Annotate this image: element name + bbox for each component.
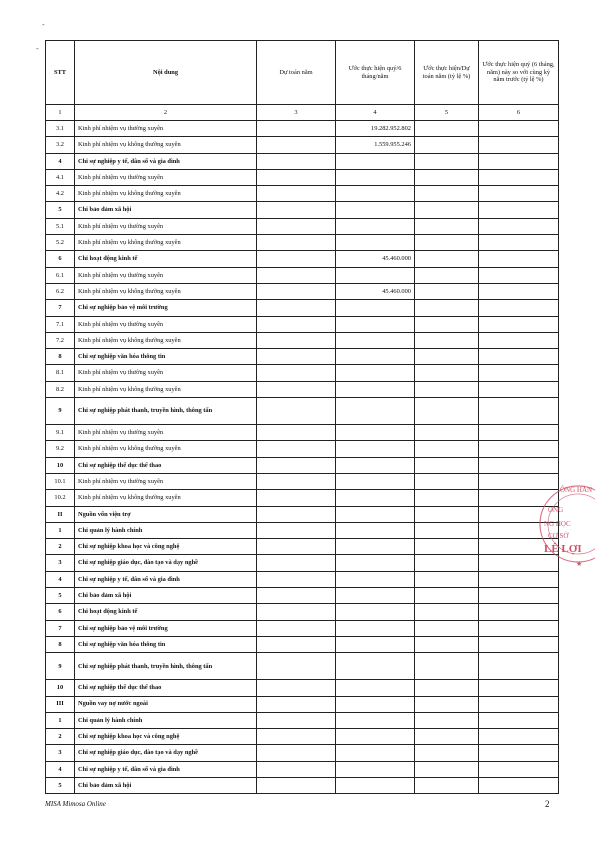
row-execution-ratio <box>415 653 479 680</box>
row-execution-ratio <box>415 398 479 425</box>
row-stt: 6 <box>46 251 75 267</box>
row-annual-estimate <box>257 153 336 169</box>
row-yoy-comparison <box>479 777 559 793</box>
row-execution-ratio <box>415 300 479 316</box>
row-content: Chi sự nghiệp thể dục thể thao <box>75 680 257 696</box>
row-content: Chi sự nghiệp thể dục thể thao <box>75 457 257 473</box>
row-yoy-comparison <box>479 653 559 680</box>
row-execution-ratio <box>415 441 479 457</box>
row-execution-ratio <box>415 473 479 489</box>
row-execution-ratio <box>415 153 479 169</box>
footer-software-name: MISA Mimosa Online <box>45 800 106 808</box>
row-yoy-comparison <box>479 267 559 283</box>
row-estimated-execution <box>336 169 415 185</box>
row-stt: 8 <box>46 349 75 365</box>
table-row <box>46 332 559 348</box>
row-estimated-execution <box>336 571 415 587</box>
row-annual-estimate <box>257 696 336 712</box>
row-estimated-execution <box>336 729 415 745</box>
row-annual-estimate <box>257 761 336 777</box>
row-estimated-execution <box>336 267 415 283</box>
table-row <box>46 696 559 712</box>
row-stt: 3.1 <box>46 121 75 137</box>
row-annual-estimate <box>257 712 336 728</box>
row-annual-estimate <box>257 332 336 348</box>
row-yoy-comparison <box>479 332 559 348</box>
table-row <box>46 251 559 267</box>
row-annual-estimate <box>257 365 336 381</box>
row-annual-estimate <box>257 381 336 397</box>
stamp-text: ★ <box>576 560 583 568</box>
row-content: Chi sự nghiệp văn hóa thông tin <box>75 349 257 365</box>
row-execution-ratio <box>415 680 479 696</box>
row-execution-ratio <box>415 186 479 202</box>
row-content: Chi quản lý hành chính <box>75 712 257 728</box>
row-yoy-comparison <box>479 620 559 636</box>
row-execution-ratio <box>415 121 479 137</box>
row-annual-estimate <box>257 604 336 620</box>
row-execution-ratio <box>415 729 479 745</box>
row-yoy-comparison <box>479 745 559 761</box>
row-stt: 8.2 <box>46 381 75 397</box>
row-annual-estimate <box>257 522 336 538</box>
row-yoy-comparison <box>479 712 559 728</box>
row-annual-estimate <box>257 441 336 457</box>
row-annual-estimate <box>257 169 336 185</box>
row-stt: 2 <box>46 539 75 555</box>
row-content: Chi sự nghiệp giáo dục, đào tạo và dạy nghề <box>75 555 257 571</box>
table-row <box>46 604 559 620</box>
table-row <box>46 712 559 728</box>
row-yoy-comparison <box>479 235 559 251</box>
header-estimated-execution: Ước thực hiện quý/6 tháng/năm <box>336 41 415 105</box>
row-estimated-execution <box>336 680 415 696</box>
row-content: Nguồn vay nợ nước ngoài <box>75 696 257 712</box>
table-row <box>46 202 559 218</box>
row-content: Kinh phí nhiệm vụ thường xuyên <box>75 218 257 234</box>
row-estimated-execution: 19.282.952.802 <box>336 121 415 137</box>
column-number: 3 <box>257 105 336 121</box>
row-content: Chi sự nghiệp giáo dục, đào tạo và dạy nghề <box>75 745 257 761</box>
table-row <box>46 636 559 652</box>
row-content: Kinh phí nhiệm vụ thường xuyên <box>75 473 257 489</box>
row-estimated-execution <box>336 202 415 218</box>
row-stt: 3.2 <box>46 137 75 153</box>
row-stt: 7 <box>46 620 75 636</box>
row-stt: 4 <box>46 571 75 587</box>
row-yoy-comparison <box>479 457 559 473</box>
header-content: Nội dung <box>75 41 257 105</box>
column-number: 4 <box>336 105 415 121</box>
row-estimated-execution <box>336 588 415 604</box>
row-estimated-execution <box>336 696 415 712</box>
row-yoy-comparison <box>479 137 559 153</box>
row-estimated-execution: 45.460.000 <box>336 251 415 267</box>
row-estimated-execution: 1.559.955.246 <box>336 137 415 153</box>
row-annual-estimate <box>257 745 336 761</box>
table-row <box>46 121 559 137</box>
row-execution-ratio <box>415 267 479 283</box>
table-row <box>46 441 559 457</box>
row-yoy-comparison <box>479 680 559 696</box>
row-stt: 6.1 <box>46 267 75 283</box>
table-row <box>46 267 559 283</box>
row-annual-estimate <box>257 490 336 506</box>
row-annual-estimate <box>257 636 336 652</box>
row-yoy-comparison <box>479 169 559 185</box>
table-row <box>46 316 559 332</box>
row-execution-ratio <box>415 365 479 381</box>
row-annual-estimate <box>257 473 336 489</box>
row-estimated-execution <box>336 636 415 652</box>
row-estimated-execution <box>336 761 415 777</box>
row-estimated-execution <box>336 457 415 473</box>
row-yoy-comparison <box>479 365 559 381</box>
header-yoy-comparison: Ước thực hiện quý (6 tháng, năm) này so với cùng kỳ năm trước (tỷ lệ %) <box>479 41 559 105</box>
row-content: Chi bảo đảm xã hội <box>75 202 257 218</box>
row-estimated-execution <box>336 235 415 251</box>
row-execution-ratio <box>415 777 479 793</box>
row-execution-ratio <box>415 218 479 234</box>
row-content: Kinh phí nhiệm vụ không thường xuyên <box>75 441 257 457</box>
table-row <box>46 729 559 745</box>
row-annual-estimate <box>257 571 336 587</box>
table-row <box>46 381 559 397</box>
row-stt: 2 <box>46 729 75 745</box>
row-content: Chi sự nghiệp phát thanh, truyền hình, thông tấn <box>75 653 257 680</box>
row-content: Kinh phí nhiệm vụ không thường xuyên <box>75 490 257 506</box>
row-content: Chi sự nghiệp khoa học và công nghệ <box>75 729 257 745</box>
table-row <box>46 153 559 169</box>
row-execution-ratio <box>415 571 479 587</box>
row-estimated-execution <box>336 653 415 680</box>
row-execution-ratio <box>415 712 479 728</box>
table-row <box>46 653 559 680</box>
row-estimated-execution <box>336 555 415 571</box>
row-content: Chi sự nghiệp khoa học và công nghệ <box>75 539 257 555</box>
row-annual-estimate <box>257 235 336 251</box>
row-execution-ratio <box>415 283 479 299</box>
header-annual-estimate: Dự toán năm <box>257 41 336 105</box>
row-annual-estimate <box>257 539 336 555</box>
table-row <box>46 745 559 761</box>
row-estimated-execution <box>336 522 415 538</box>
row-execution-ratio <box>415 620 479 636</box>
table-header-row <box>46 41 559 105</box>
table-row <box>46 522 559 538</box>
row-estimated-execution <box>336 441 415 457</box>
row-yoy-comparison <box>479 186 559 202</box>
row-content: Chi bảo đảm xã hội <box>75 588 257 604</box>
row-content: Kinh phí nhiệm vụ thường xuyên <box>75 121 257 137</box>
row-annual-estimate <box>257 457 336 473</box>
row-content: Chi hoạt động kinh tế <box>75 604 257 620</box>
row-stt: 5.2 <box>46 235 75 251</box>
row-yoy-comparison <box>479 218 559 234</box>
row-annual-estimate <box>257 425 336 441</box>
row-stt: 5 <box>46 588 75 604</box>
row-estimated-execution: 45.460.000 <box>336 283 415 299</box>
row-content: Kinh phí nhiệm vụ không thường xuyên <box>75 235 257 251</box>
column-number: 6 <box>479 105 559 121</box>
table-row <box>46 539 559 555</box>
row-yoy-comparison <box>479 316 559 332</box>
row-stt: II <box>46 506 75 522</box>
row-execution-ratio <box>415 332 479 348</box>
stamp-text: ONG <box>548 506 564 514</box>
row-execution-ratio <box>415 235 479 251</box>
table-row <box>46 777 559 793</box>
row-content: Chi hoạt động kinh tế <box>75 251 257 267</box>
row-yoy-comparison <box>479 696 559 712</box>
row-execution-ratio <box>415 588 479 604</box>
row-stt: 7.1 <box>46 316 75 332</box>
row-execution-ratio <box>415 425 479 441</box>
row-yoy-comparison <box>479 398 559 425</box>
stamp-text: LÊ LỢI <box>544 543 582 555</box>
row-annual-estimate <box>257 777 336 793</box>
row-content: Chi quản lý hành chính <box>75 522 257 538</box>
row-annual-estimate <box>257 267 336 283</box>
header-execution-ratio: Ước thực hiện/Dự toán năm (tỷ lệ %) <box>415 41 479 105</box>
row-yoy-comparison <box>479 425 559 441</box>
row-annual-estimate <box>257 251 336 267</box>
row-yoy-comparison <box>479 202 559 218</box>
row-estimated-execution <box>336 381 415 397</box>
row-execution-ratio <box>415 490 479 506</box>
table-row <box>46 365 559 381</box>
page-number: 2 <box>545 799 550 809</box>
table-row <box>46 186 559 202</box>
row-stt: 10.2 <box>46 490 75 506</box>
row-estimated-execution <box>336 425 415 441</box>
row-execution-ratio <box>415 202 479 218</box>
row-stt: 6 <box>46 604 75 620</box>
row-yoy-comparison <box>479 153 559 169</box>
row-execution-ratio <box>415 604 479 620</box>
row-annual-estimate <box>257 653 336 680</box>
row-content: Kinh phí nhiệm vụ không thường xuyên <box>75 186 257 202</box>
row-execution-ratio <box>415 457 479 473</box>
row-annual-estimate <box>257 729 336 745</box>
table-row <box>46 680 559 696</box>
row-execution-ratio <box>415 636 479 652</box>
stamp-text: ÔNG HÀN <box>560 486 593 494</box>
row-estimated-execution <box>336 349 415 365</box>
row-execution-ratio <box>415 506 479 522</box>
row-execution-ratio <box>415 137 479 153</box>
row-estimated-execution <box>336 186 415 202</box>
row-stt: 10.1 <box>46 473 75 489</box>
table-row <box>46 457 559 473</box>
row-content: Chi sự nghiệp văn hóa thông tin <box>75 636 257 652</box>
row-content: Chi sự nghiệp phát thanh, truyền hình, thông tấn <box>75 398 257 425</box>
row-content: Kinh phí nhiệm vụ thường xuyên <box>75 365 257 381</box>
row-annual-estimate <box>257 186 336 202</box>
table-row <box>46 218 559 234</box>
row-stt: 4 <box>46 761 75 777</box>
row-estimated-execution <box>336 777 415 793</box>
row-execution-ratio <box>415 555 479 571</box>
scan-mark: - <box>42 20 45 29</box>
row-estimated-execution <box>336 153 415 169</box>
header-stt: STT <box>46 41 75 105</box>
row-stt: 9 <box>46 398 75 425</box>
row-yoy-comparison <box>479 729 559 745</box>
column-number-row <box>46 105 559 121</box>
table-row <box>46 235 559 251</box>
table-row <box>46 398 559 425</box>
row-content: Chi sự nghiệp y tế, dân số và gia đình <box>75 761 257 777</box>
row-estimated-execution <box>336 316 415 332</box>
row-annual-estimate <box>257 121 336 137</box>
row-estimated-execution <box>336 620 415 636</box>
row-execution-ratio <box>415 522 479 538</box>
row-stt: 5 <box>46 777 75 793</box>
row-yoy-comparison <box>479 761 559 777</box>
row-execution-ratio <box>415 761 479 777</box>
table-row <box>46 761 559 777</box>
row-stt: 9 <box>46 653 75 680</box>
table-row <box>46 425 559 441</box>
row-content: Kinh phí nhiệm vụ thường xuyên <box>75 425 257 441</box>
row-stt: 9.1 <box>46 425 75 441</box>
row-annual-estimate <box>257 316 336 332</box>
table-row <box>46 169 559 185</box>
row-yoy-comparison <box>479 381 559 397</box>
row-annual-estimate <box>257 349 336 365</box>
row-execution-ratio <box>415 169 479 185</box>
row-stt: 6.2 <box>46 283 75 299</box>
row-yoy-comparison <box>479 588 559 604</box>
row-annual-estimate <box>257 300 336 316</box>
row-content: Chi sự nghiệp y tế, dân số và gia đình <box>75 571 257 587</box>
row-content: Kinh phí nhiệm vụ không thường xuyên <box>75 137 257 153</box>
row-stt: 4.1 <box>46 169 75 185</box>
row-content: Kinh phí nhiệm vụ thường xuyên <box>75 316 257 332</box>
row-execution-ratio <box>415 381 479 397</box>
row-estimated-execution <box>336 300 415 316</box>
row-content: Kinh phí nhiệm vụ không thường xuyên <box>75 332 257 348</box>
row-estimated-execution <box>336 473 415 489</box>
table-row <box>46 588 559 604</box>
table-row <box>46 571 559 587</box>
row-yoy-comparison <box>479 251 559 267</box>
row-stt: 3 <box>46 745 75 761</box>
row-execution-ratio <box>415 745 479 761</box>
row-content: Chi sự nghiệp bảo vệ môi trường <box>75 620 257 636</box>
row-stt: 3 <box>46 555 75 571</box>
row-stt: 8 <box>46 636 75 652</box>
row-annual-estimate <box>257 506 336 522</box>
red-seal-stamp <box>538 474 595 574</box>
row-stt: 1 <box>46 522 75 538</box>
row-yoy-comparison <box>479 121 559 137</box>
row-content: Kinh phí nhiệm vụ không thường xuyên <box>75 283 257 299</box>
row-content: Chi sự nghiệp y tế, dân số và gia đình <box>75 153 257 169</box>
row-stt: 7 <box>46 300 75 316</box>
row-content: Kinh phí nhiệm vụ thường xuyên <box>75 169 257 185</box>
row-estimated-execution <box>336 398 415 425</box>
row-annual-estimate <box>257 137 336 153</box>
row-annual-estimate <box>257 555 336 571</box>
table-row <box>46 300 559 316</box>
row-annual-estimate <box>257 218 336 234</box>
row-execution-ratio <box>415 251 479 267</box>
row-stt: 9.2 <box>46 441 75 457</box>
row-yoy-comparison <box>479 604 559 620</box>
table-row <box>46 490 559 506</box>
row-stt: 4.2 <box>46 186 75 202</box>
row-stt: 4 <box>46 153 75 169</box>
column-number: 2 <box>75 105 257 121</box>
row-stt: 8.1 <box>46 365 75 381</box>
table-row <box>46 137 559 153</box>
row-annual-estimate <box>257 283 336 299</box>
row-content: Nguồn vốn viện trợ <box>75 506 257 522</box>
column-number: 1 <box>46 105 75 121</box>
row-annual-estimate <box>257 202 336 218</box>
row-yoy-comparison <box>479 636 559 652</box>
row-annual-estimate <box>257 588 336 604</box>
row-estimated-execution <box>336 745 415 761</box>
stamp-text: NG HỌC <box>544 520 571 528</box>
table-row <box>46 349 559 365</box>
row-stt: III <box>46 696 75 712</box>
row-estimated-execution <box>336 332 415 348</box>
row-content: Chi bảo đảm xã hội <box>75 777 257 793</box>
row-annual-estimate <box>257 398 336 425</box>
stamp-text: CƠ SỞ <box>548 532 569 540</box>
row-stt: 7.2 <box>46 332 75 348</box>
row-estimated-execution <box>336 712 415 728</box>
table-row <box>46 555 559 571</box>
row-annual-estimate <box>257 680 336 696</box>
row-estimated-execution <box>336 604 415 620</box>
row-annual-estimate <box>257 620 336 636</box>
row-content: Kinh phí nhiệm vụ thường xuyên <box>75 267 257 283</box>
table-row <box>46 620 559 636</box>
row-estimated-execution <box>336 539 415 555</box>
row-estimated-execution <box>336 490 415 506</box>
row-execution-ratio <box>415 316 479 332</box>
row-stt: 1 <box>46 712 75 728</box>
row-yoy-comparison <box>479 283 559 299</box>
row-content: Chi sự nghiệp bảo vệ môi trường <box>75 300 257 316</box>
row-estimated-execution <box>336 506 415 522</box>
table-row <box>46 283 559 299</box>
row-estimated-execution <box>336 218 415 234</box>
row-content: Kinh phí nhiệm vụ không thường xuyên <box>75 381 257 397</box>
row-execution-ratio <box>415 539 479 555</box>
column-number: 5 <box>415 105 479 121</box>
row-stt: 10 <box>46 680 75 696</box>
row-stt: 10 <box>46 457 75 473</box>
budget-table <box>45 40 559 794</box>
scan-mark: - <box>36 44 39 53</box>
row-yoy-comparison <box>479 441 559 457</box>
row-stt: 5 <box>46 202 75 218</box>
row-estimated-execution <box>336 365 415 381</box>
row-execution-ratio <box>415 696 479 712</box>
row-yoy-comparison <box>479 349 559 365</box>
table-row <box>46 506 559 522</box>
table-row <box>46 473 559 489</box>
row-stt: 5.1 <box>46 218 75 234</box>
row-execution-ratio <box>415 349 479 365</box>
row-yoy-comparison <box>479 300 559 316</box>
